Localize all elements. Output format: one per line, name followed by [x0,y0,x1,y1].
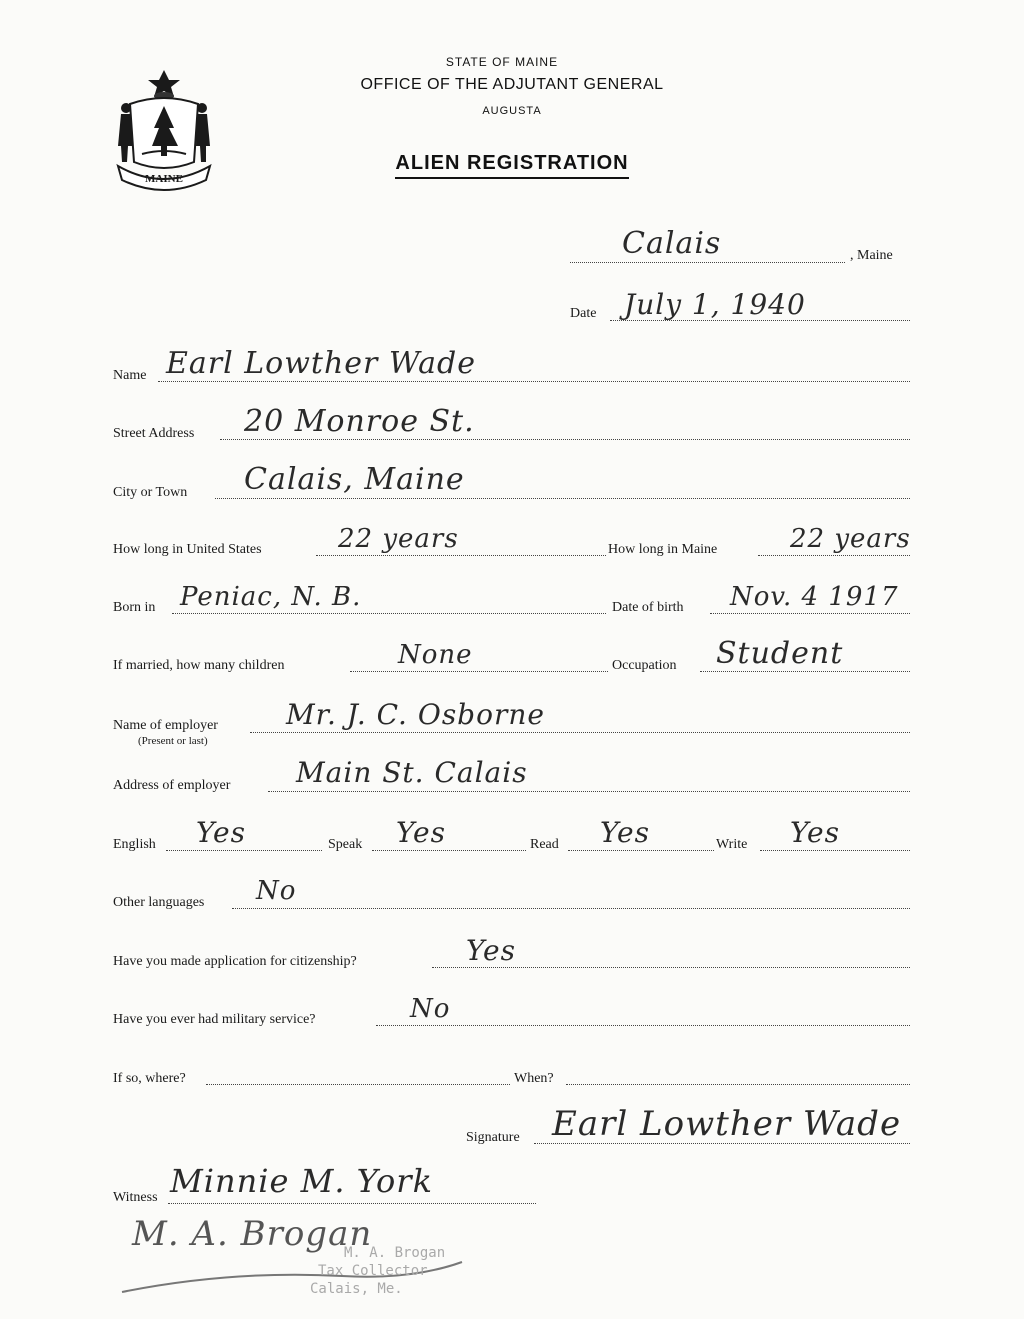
speak-label: Speak [328,837,363,852]
employer-address-value: Main St. Calais [296,756,528,789]
name-value: Earl Lowther Wade [166,346,476,381]
street-line [220,439,910,440]
military-label: Have you ever had military service? [113,1012,316,1027]
english-line [166,850,322,851]
read-value: Yes [600,816,650,849]
other-languages-line [232,908,910,909]
children-label: If married, how many children [113,658,285,673]
witness-second-signature: M. A. Brogan [132,1214,373,1254]
employer-address-label: Address of employer [113,778,231,793]
employer-address-line [268,791,910,792]
us-duration-line [316,555,606,556]
children-line [350,671,608,672]
born-value: Peniac, N. B. [180,582,362,612]
citizenship-label: Have you made application for citizenship? [113,954,357,969]
date-value: July 1, 1940 [624,288,806,321]
occupation-value: Student [716,636,844,671]
born-label: Born in [113,600,156,615]
street-value: 20 Monroe St. [244,404,475,439]
citizenship-line [432,967,910,968]
employer-value: Mr. J. C. Osborne [286,698,545,731]
city-line [215,498,910,499]
city-label: City or Town [113,485,188,500]
children-value: None [398,640,473,670]
us-duration-label: How long in United States [113,542,262,557]
dob-label: Date of birth [612,600,684,615]
us-duration-value: 22 years [338,524,459,554]
witness-label: Witness [113,1190,158,1205]
stamp-line-2: Tax Collector [318,1263,428,1279]
other-languages-value: No [256,876,297,906]
tax-collector-stamp [310,1244,445,1298]
stamp-line-3: Calais, Me. [310,1281,403,1297]
street-label: Street Address [113,426,195,441]
header-office: OFFICE OF THE ADJUTANT GENERAL [360,76,664,93]
military-line [376,1025,910,1026]
write-line [760,850,910,851]
read-line [568,850,714,851]
town-suffix: , Maine [850,248,893,263]
military-value: No [410,994,451,1024]
name-line [158,381,910,382]
write-value: Yes [790,816,840,849]
write-label: Write [716,837,748,852]
witness-line [168,1203,536,1204]
seal-text: MAINE [145,173,183,185]
born-line [172,613,606,614]
maine-duration-line [758,555,910,556]
form-title-text: ALIEN REGISTRATION [395,152,628,179]
header-city: AUGUSTA [482,105,542,117]
occupation-label: Occupation [612,658,677,673]
employer-sublabel: (Present or last) [138,735,208,747]
occupation-line [700,671,910,672]
maine-duration-label: How long in Maine [608,542,718,557]
english-label: English [113,837,156,852]
signature-value: Earl Lowther Wade [552,1104,902,1144]
witness-value: Minnie M. York [170,1162,433,1200]
employer-label: Name of employer [113,718,218,733]
read-label: Read [530,837,559,852]
when-label: When? [514,1071,554,1086]
city-value: Calais, Maine [244,462,465,497]
date-label: Date [570,306,597,321]
stamp-line-1: M. A. Brogan [344,1245,446,1261]
form-title [0,152,1024,175]
dob-value: Nov. 4 1917 [730,582,899,612]
other-languages-label: Other languages [113,895,205,910]
maine-duration-value: 22 years [790,524,911,554]
employer-line [250,732,910,733]
citizenship-value: Yes [466,934,516,967]
town-line [570,262,845,263]
where-label: If so, where? [113,1071,186,1086]
signature-label: Signature [466,1130,520,1145]
name-label: Name [113,368,147,383]
where-line [206,1084,510,1085]
dob-line [710,613,910,614]
header-state: STATE OF MAINE [445,55,559,69]
english-value: Yes [196,816,246,849]
speak-line [372,850,526,851]
town-value: Calais [622,226,722,261]
when-line [566,1084,910,1085]
speak-value: Yes [396,816,446,849]
